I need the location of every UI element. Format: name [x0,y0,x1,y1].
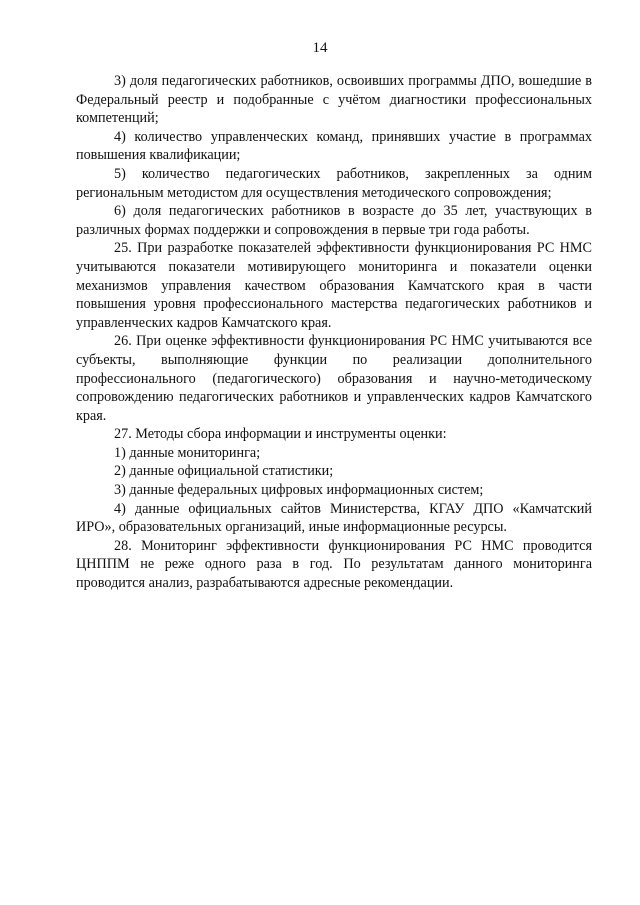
paragraph-28: 28. Мониторинг эффективности функционирования РС НМС проводится ЦНППМ не реже одного раза в год. По результатам данного мониторинга проводится анализ, разрабатываются адресные рекомендации. [76,537,592,592]
paragraph-item-6: 6) доля педагогических работников в возрасте до 35 лет, участвующих в различных формах поддержки и сопровождения в первые три года работы. [76,203,592,238]
page-number: 14 [312,40,328,56]
document-body [76,72,592,593]
method-item-1: 1) данные мониторинга; [114,444,261,461]
paragraph-25: 25. При разработке показателей эффективности функционирования РС НМС учитываются показатели мотивирующего мониторинга и показатели оценки механизмов управления качеством образования Камчатского края в части повышения уровня профессионального мастерства педагогических работников и управленческих кадров Камчатского края. [76,240,592,331]
paragraph-26: 26. При оценке эффективности функционирования РС НМС учитываются все субъекты, выполняющие функции по реализации дополнительного профессионального (педагогического) образования и научно-методическому сопровождению педагогических работников и управленческих кадров Камчатского края. [76,333,592,424]
method-item-3: 3) данные федеральных цифровых информационных систем; [114,482,484,499]
method-item-4: 4) данные официальных сайтов Министерства, КГАУ ДПО «Камчатский ИРО», образовательных организаций, иные информационные ресурсы. [76,500,592,536]
paragraph-27: 27. Методы сбора информации и инструменты оценки: [114,426,447,443]
paragraph-item-5: 5) количество педагогических работников, закрепленных за одним региональным методистом для осуществления методического сопровождения; [76,165,592,201]
method-item-2: 2) данные официальной статистики; [114,463,334,480]
paragraph-item-3: 3) доля педагогических работников, освоивших программы ДПО, вошедшие в Федеральный реестр и подобранные с учётом диагностики профессиональных компетенций; [76,73,592,127]
paragraph-item-4: 4) количество управленческих команд, принявших участие в программах повышения квалификации; [76,128,592,164]
